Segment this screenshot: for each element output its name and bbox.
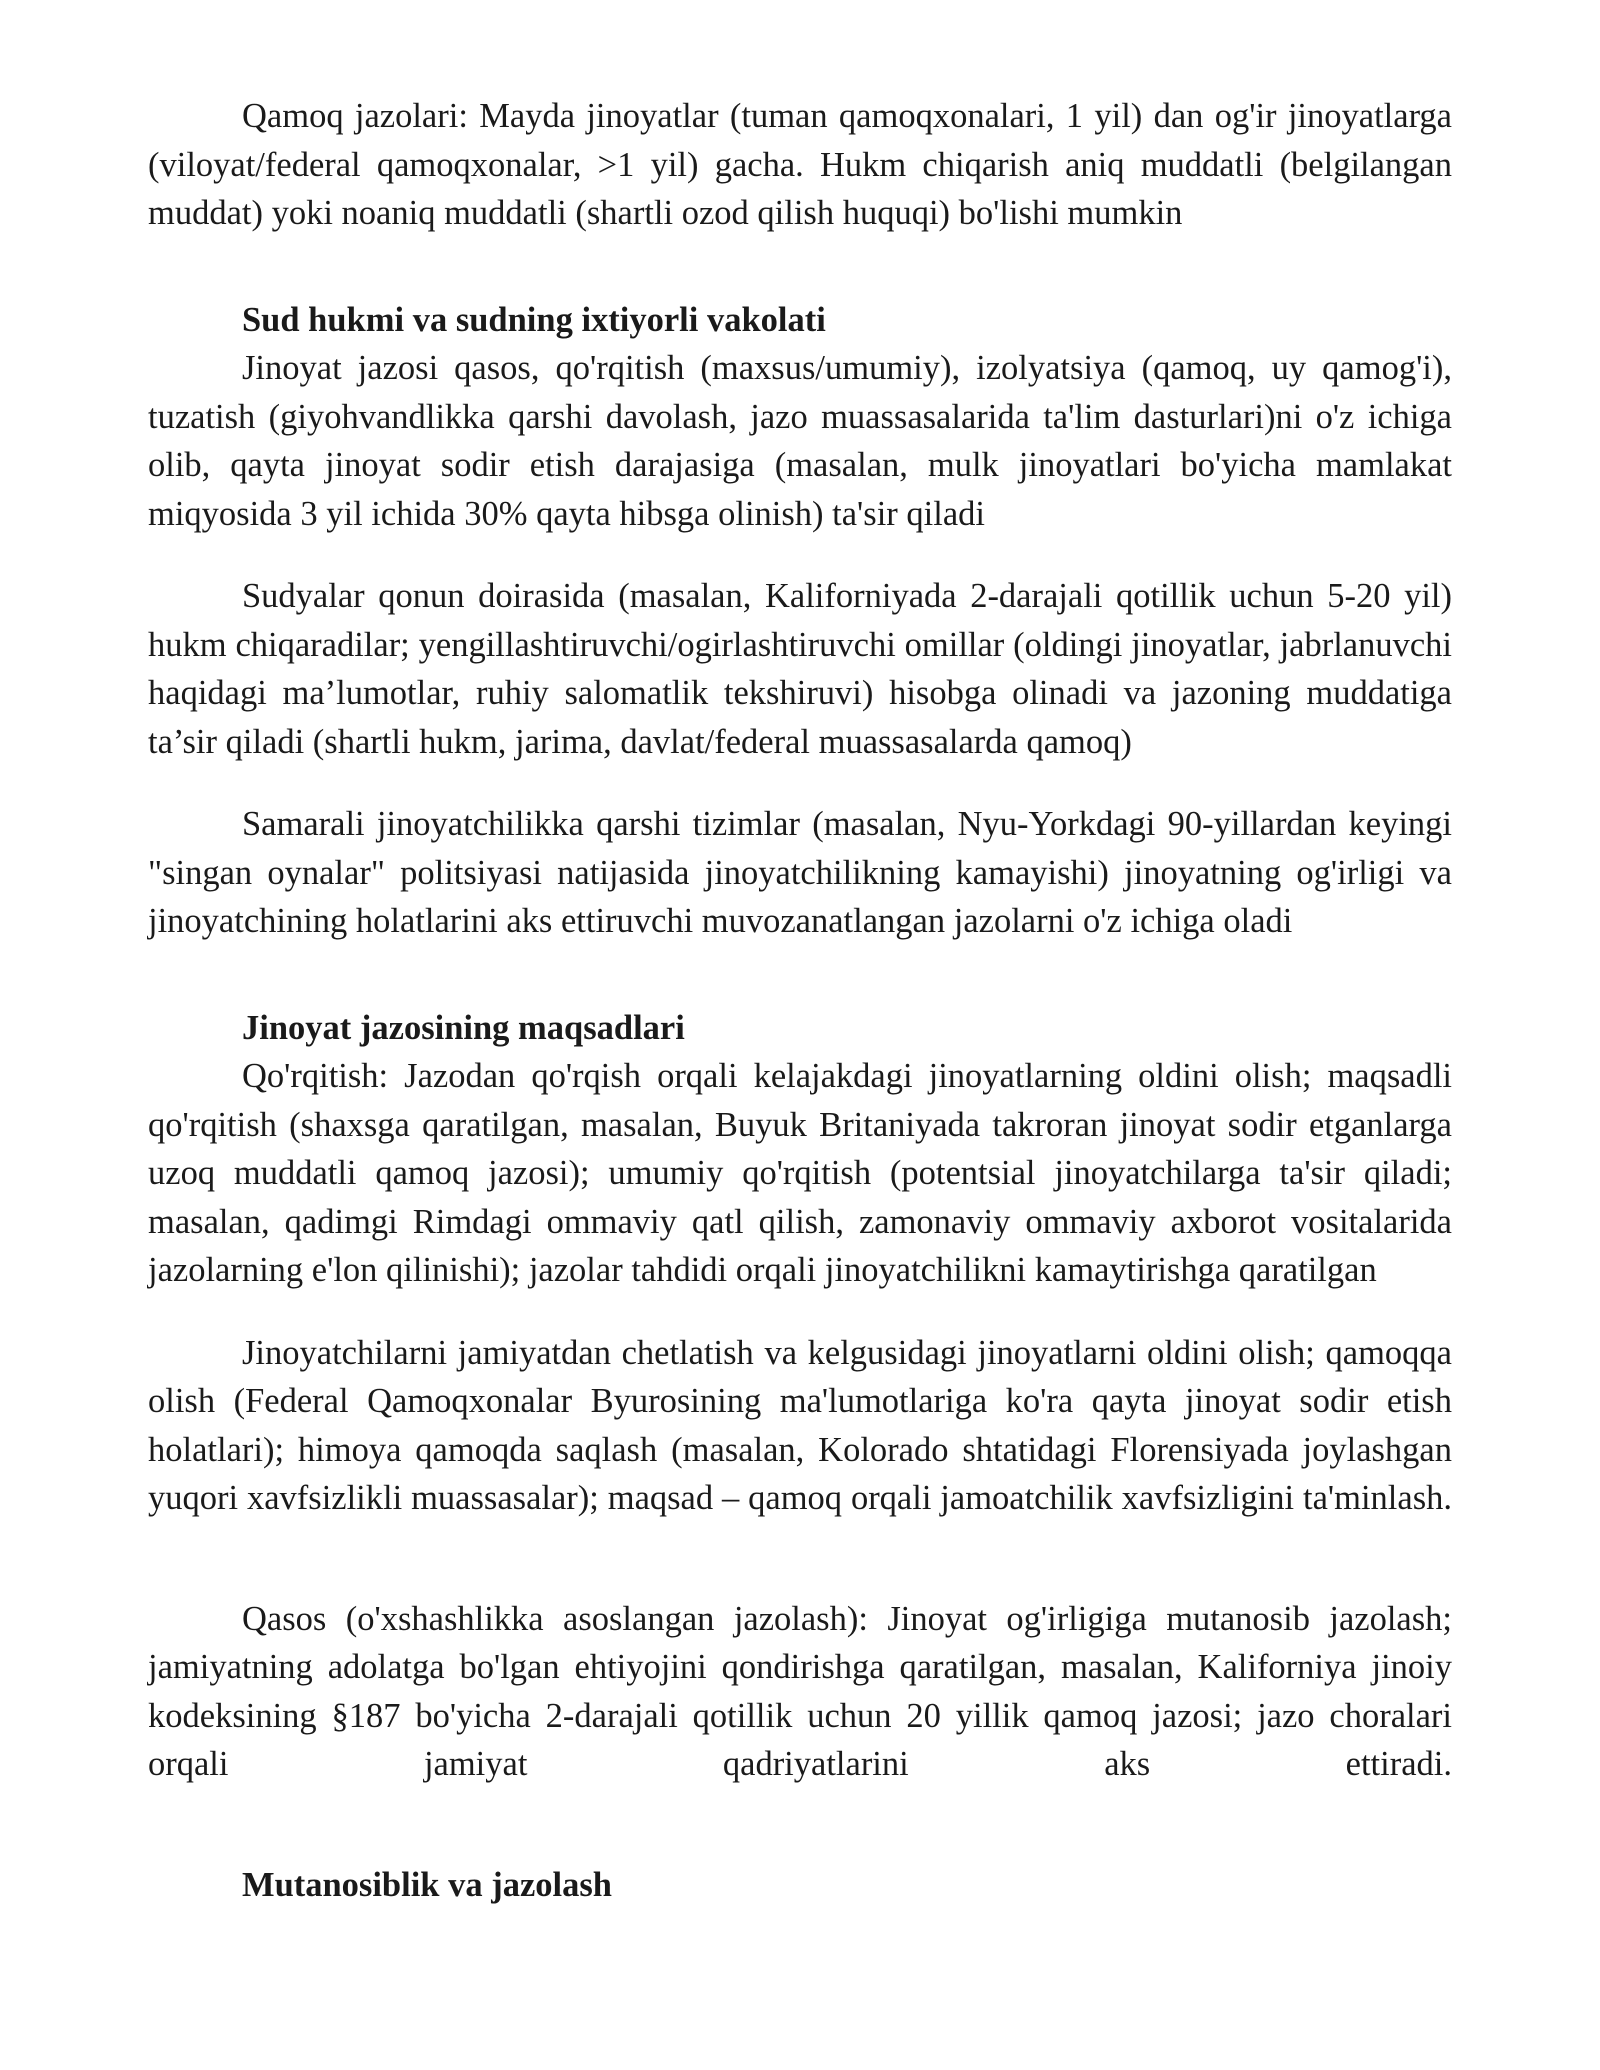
paragraph-judges-sentencing: Sudyalar qonun doirasida (masalan, Kaliforniyada 2-darajali qotillik uchun 5-20 yil) hukm chiqaradilar; yengillashtiruvchi/ogirlashtiruvchi omillar (oldingi jinoyatlar, jabrlanuvchi haqidagi ma’lumotlar, ruhiy salomatlik tekshiruvi) hisobga olinadi va jazoning muddatiga ta’sir qiladi (shartli hukm, jarima, davlat/federal muassasalarda qamoq) [148, 577, 1452, 761]
paragraph-prison-sentences: Qamoq jazolari: Mayda jinoyatlar (tuman qamoqxonalari, 1 yil) dan og'ir jinoyatlarga (viloyat/federal qamoqxonalar, >1 yil) gacha. Hukm chiqarish aniq muddatli (belgilangan muddat) yoki noaniq muddatli (shartli ozod qilish huquqi) bo'lishi mumkin [148, 97, 1452, 232]
paragraph-criminal-punishment: Jinoyat jazosi qasos, qo'rqitish (maxsus/umumiy), izolyatsiya (qamoq, uy qamog'i), tuzatish (giyohvandlikka qarshi davolash, jazo muassasalarida ta'lim dasturlari)ni o'z ichiga olib, qayta jinoyat sodir etish darajasiga (masalan, mulk jinoyatlari bo'yicha mamlakat miqyosida 3 yil ichida 30% qayta hibsga olinish) ta'sir qiladi [148, 349, 1452, 533]
document-page [148, 92, 1452, 1909]
paragraph-effective-systems: Samarali jinoyatchilikka qarshi tizimlar (masalan, Nyu-Yorkdagi 90-yillardan keyingi "singan oynalar" politsiyasi natijasida jinoyatchilikning kamayishi) jinoyatning og'irligi va jinoyatchining holatlarini aks ettiruvchi muvozanatlangan jazolarni o'z ichiga oladi [148, 805, 1452, 940]
heading-proportionality: Mutanosiblik va jazolash [242, 1865, 612, 1904]
paragraph-retribution: Qasos (o'xshashlikka asoslangan jazolash): Jinoyat og'irligiga mutanosib jazolash; jamiyatning adolatga bo'lgan ehtiyojini qondirishga qaratilgan, masalan, Kaliforniya jinoiy kodeksining §187 bo'yicha 2-darajali qotillik uchun 20 yillik qamoq jazosi; jazo choralari orqali jamiyat qadriyatlarini aks ettiradi. [148, 1599, 1452, 1783]
heading-court-judgment: Sud hukmi va sudning ixtiyorli vakolati [242, 300, 826, 339]
paragraph-incapacitation: Jinoyatchilarni jamiyatdan chetlatish va kelgusidagi jinoyatlarni oldini olish; qamoqqa olish (Federal Qamoqxonalar Byurosining ma'lumotlariga ko'ra qayta jinoyat sodir etish holatlari); himoya qamoqda saqlash (masalan, Kolorado shtatidagi Florensiyada joylashgan yuqori xavfsizlikli muassasalar); maqsad – qamoq orqali jamoatchilik xavfsizligini ta'minlash. [148, 1333, 1452, 1517]
paragraph-deterrence: Qo'rqitish: Jazodan qo'rqish orqali kelajakdagi jinoyatlarning oldini olish; maqsadli qo'rqitish (shaxsga qaratilgan, masalan, Buyuk Britaniyada takroran jinoyat sodir etganlarga uzoq muddatli qamoq jazosi); umumiy qo'rqitish (potentsial jinoyatchilarga ta'sir qiladi; masalan, qadimgi Rimdagi ommaviy qatl qilish, zamonaviy ommaviy axborot vositalarida jazolarning e'lon qilinishi); jazolar tahdidi orqali jinoyatchilikni kamaytirishga qaratilgan [148, 1057, 1452, 1289]
heading-punishment-goals: Jinoyat jazosining maqsadlari [242, 1008, 685, 1047]
